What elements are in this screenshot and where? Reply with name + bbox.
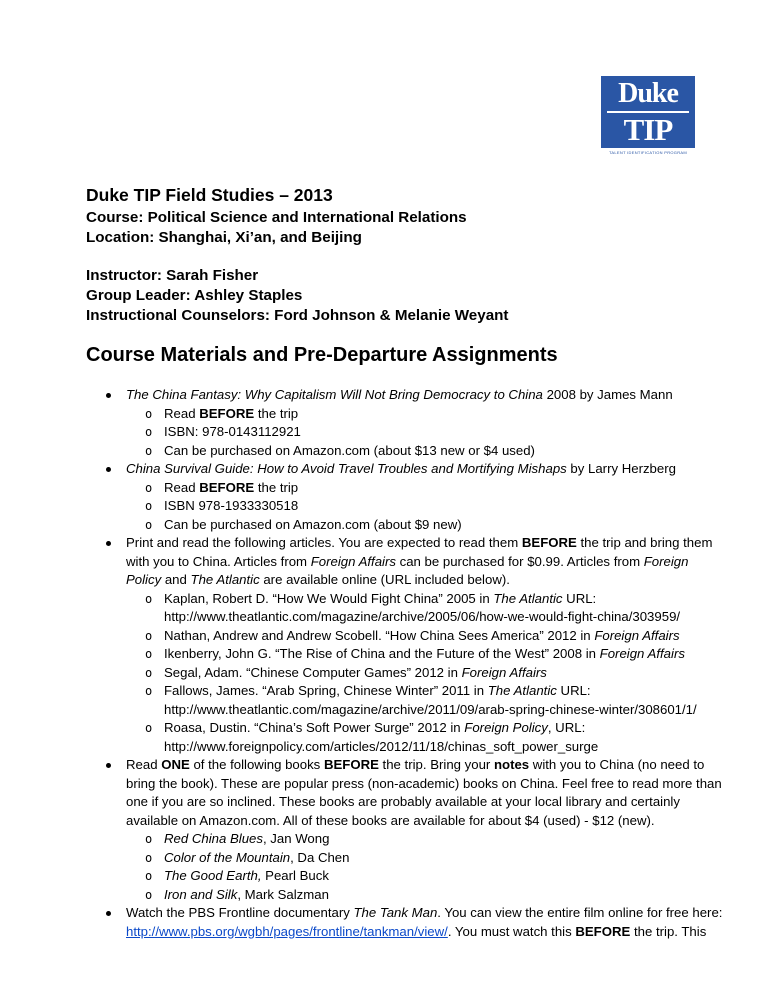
text: Read bbox=[164, 479, 200, 495]
novel-title: Red China Blues bbox=[164, 831, 263, 846]
logo-box bbox=[601, 76, 695, 148]
text: URL: http://www.theatlantic.com/magazine/archive/2005/06/how-we-would-fight-china/303959/ bbox=[164, 590, 681, 624]
instructor-line: Instructor: Sarah Fisher bbox=[86, 267, 259, 284]
text: Print and read the following articles. You are expected to read them bbox=[126, 535, 522, 550]
article-item bbox=[126, 590, 726, 627]
novel-author: Pearl Buck bbox=[261, 868, 329, 883]
text: . You can view the entire film online for free here: bbox=[437, 905, 723, 920]
text: Ikenberry, John G. “The Rise of China and the Future of the West” 2008 in bbox=[164, 646, 600, 661]
source-name: Foreign Affairs bbox=[599, 646, 685, 661]
text: Nathan, Andrew and Andrew Scobell. “How China Sees America” 2012 in bbox=[164, 627, 595, 643]
text: URL: http://www.theatlantic.com/magazine/archive/2011/09/arab-spring-chinese-winter/308601/1/ bbox=[164, 683, 697, 717]
article-item bbox=[126, 664, 726, 683]
article-item bbox=[126, 645, 726, 664]
sub-item bbox=[126, 405, 726, 424]
counselors-line: Instructional Counselors: Ford Johnson & Melanie Weyant bbox=[86, 307, 509, 324]
emphasis: BEFORE bbox=[199, 479, 255, 495]
text: the trip. This bbox=[630, 923, 707, 939]
text: Kaplan, Robert D. “How We Would Fight China” 2005 in bbox=[164, 590, 494, 606]
list-item-articles bbox=[86, 534, 726, 756]
film-title: The Tank Man bbox=[353, 905, 438, 920]
text: Watch the PBS Frontline documentary bbox=[126, 905, 354, 920]
novel-item bbox=[126, 849, 726, 868]
text: the trip bbox=[254, 479, 299, 495]
list-item-book2 bbox=[86, 460, 726, 534]
assignment-list bbox=[86, 386, 726, 941]
novel-author: , Mark Salzman bbox=[237, 886, 329, 902]
group-leader-line: Group Leader: Ashley Staples bbox=[86, 287, 303, 304]
article-item bbox=[126, 627, 726, 646]
course-line: Course: Political Science and International Relations bbox=[86, 209, 467, 226]
source-name: The Atlantic bbox=[493, 590, 563, 606]
text: the trip bbox=[254, 405, 299, 421]
emphasis: ONE bbox=[161, 757, 190, 772]
logo-tagline: TALENT IDENTIFICATION PROGRAM bbox=[608, 150, 688, 155]
book1-title: The China Fantasy: Why Capitalism Will Not Bring Democracy to China bbox=[126, 387, 543, 402]
emphasis: BEFORE bbox=[521, 535, 577, 550]
text: with you to China (no need to bring the book). These are popular press (non-academic) books on China. Feel free to read more than one if you are so inclined. These books are probably available at your local library and certainly available on Amazon.com. All of these books are available for about $4 (used) - $12 (new). bbox=[126, 757, 722, 828]
text: the trip and bring them with you to China. Articles from bbox=[126, 535, 713, 569]
list-item-film bbox=[86, 904, 726, 941]
source-name: Foreign Policy bbox=[464, 720, 548, 735]
text: the trip. Bring your bbox=[378, 757, 494, 772]
text: , URL: http://www.foreignpolicy.com/articles/2012/11/18/chinas_soft_power_surge bbox=[164, 720, 599, 754]
source-name: The Atlantic bbox=[190, 572, 260, 587]
novel-item bbox=[126, 886, 726, 905]
emphasis: notes bbox=[493, 757, 530, 772]
text: Read bbox=[126, 757, 162, 772]
text: Roasa, Dustin. “China’s Soft Power Surge” 2012 in bbox=[164, 720, 465, 735]
book2-author: by Larry Herzberg bbox=[566, 461, 676, 476]
source-name: Foreign Affairs bbox=[594, 627, 680, 643]
source-name: Foreign Affairs bbox=[310, 553, 396, 569]
book1-author: 2008 by James Mann bbox=[542, 387, 673, 402]
emphasis: BEFORE bbox=[575, 923, 631, 939]
sub-item: o Can be purchased on Amazon.com (about $13 new or $4 used) bbox=[126, 442, 726, 461]
list-item-book1 bbox=[86, 386, 726, 460]
logo-duke-text: Duke bbox=[618, 78, 678, 109]
novel-title: Color of the Mountain bbox=[164, 849, 291, 865]
text: Fallows, James. “Arab Spring, Chinese Winter” 2011 in bbox=[164, 683, 488, 698]
novel-title: Iron and Silk bbox=[164, 886, 238, 902]
logo-tip-text: TIP bbox=[623, 112, 673, 147]
text: . You must watch this bbox=[447, 923, 576, 939]
sub-item bbox=[126, 479, 726, 498]
novel-item bbox=[126, 830, 726, 849]
text: of the following books bbox=[189, 757, 324, 772]
list-item-novels bbox=[86, 756, 726, 904]
text: and bbox=[161, 572, 191, 587]
section-heading: Course Materials and Pre-Departure Assignments bbox=[86, 344, 558, 366]
novel-author: , Jan Wong bbox=[262, 831, 330, 846]
sub-item: o ISBN 978-1933330518 bbox=[126, 497, 726, 516]
text: can be purchased for $0.99. Articles from bbox=[395, 553, 644, 569]
book2-title: China Survival Guide: How to Avoid Travel Troubles and Mortifying Mishaps bbox=[126, 461, 567, 476]
film-link[interactable]: http://www.pbs.org/wgbh/pages/frontline/tankman/view/ bbox=[126, 923, 448, 939]
sub-item: o ISBN: 978-0143112921 bbox=[126, 423, 726, 442]
duke-tip-logo bbox=[601, 76, 695, 156]
novel-item bbox=[126, 867, 726, 886]
novel-title: The Good Earth, bbox=[164, 868, 262, 883]
text: Read bbox=[164, 405, 200, 421]
text: are available online (URL included below). bbox=[259, 572, 510, 587]
emphasis: BEFORE bbox=[323, 757, 379, 772]
source-name: The Atlantic bbox=[487, 683, 557, 698]
text: Segal, Adam. “Chinese Computer Games” 2012 in bbox=[164, 664, 462, 680]
source-name: Foreign Policy bbox=[126, 553, 689, 587]
novel-author: , Da Chen bbox=[290, 849, 350, 865]
document-title: Duke TIP Field Studies – 2013 bbox=[86, 185, 333, 205]
emphasis: BEFORE bbox=[199, 405, 255, 421]
source-name: Foreign Affairs bbox=[461, 664, 547, 680]
sub-item: o Can be purchased on Amazon.com (about $9 new) bbox=[126, 516, 726, 535]
article-item bbox=[126, 719, 726, 756]
article-item bbox=[126, 682, 726, 719]
location-line: Location: Shanghai, Xi’an, and Beijing bbox=[86, 229, 362, 246]
